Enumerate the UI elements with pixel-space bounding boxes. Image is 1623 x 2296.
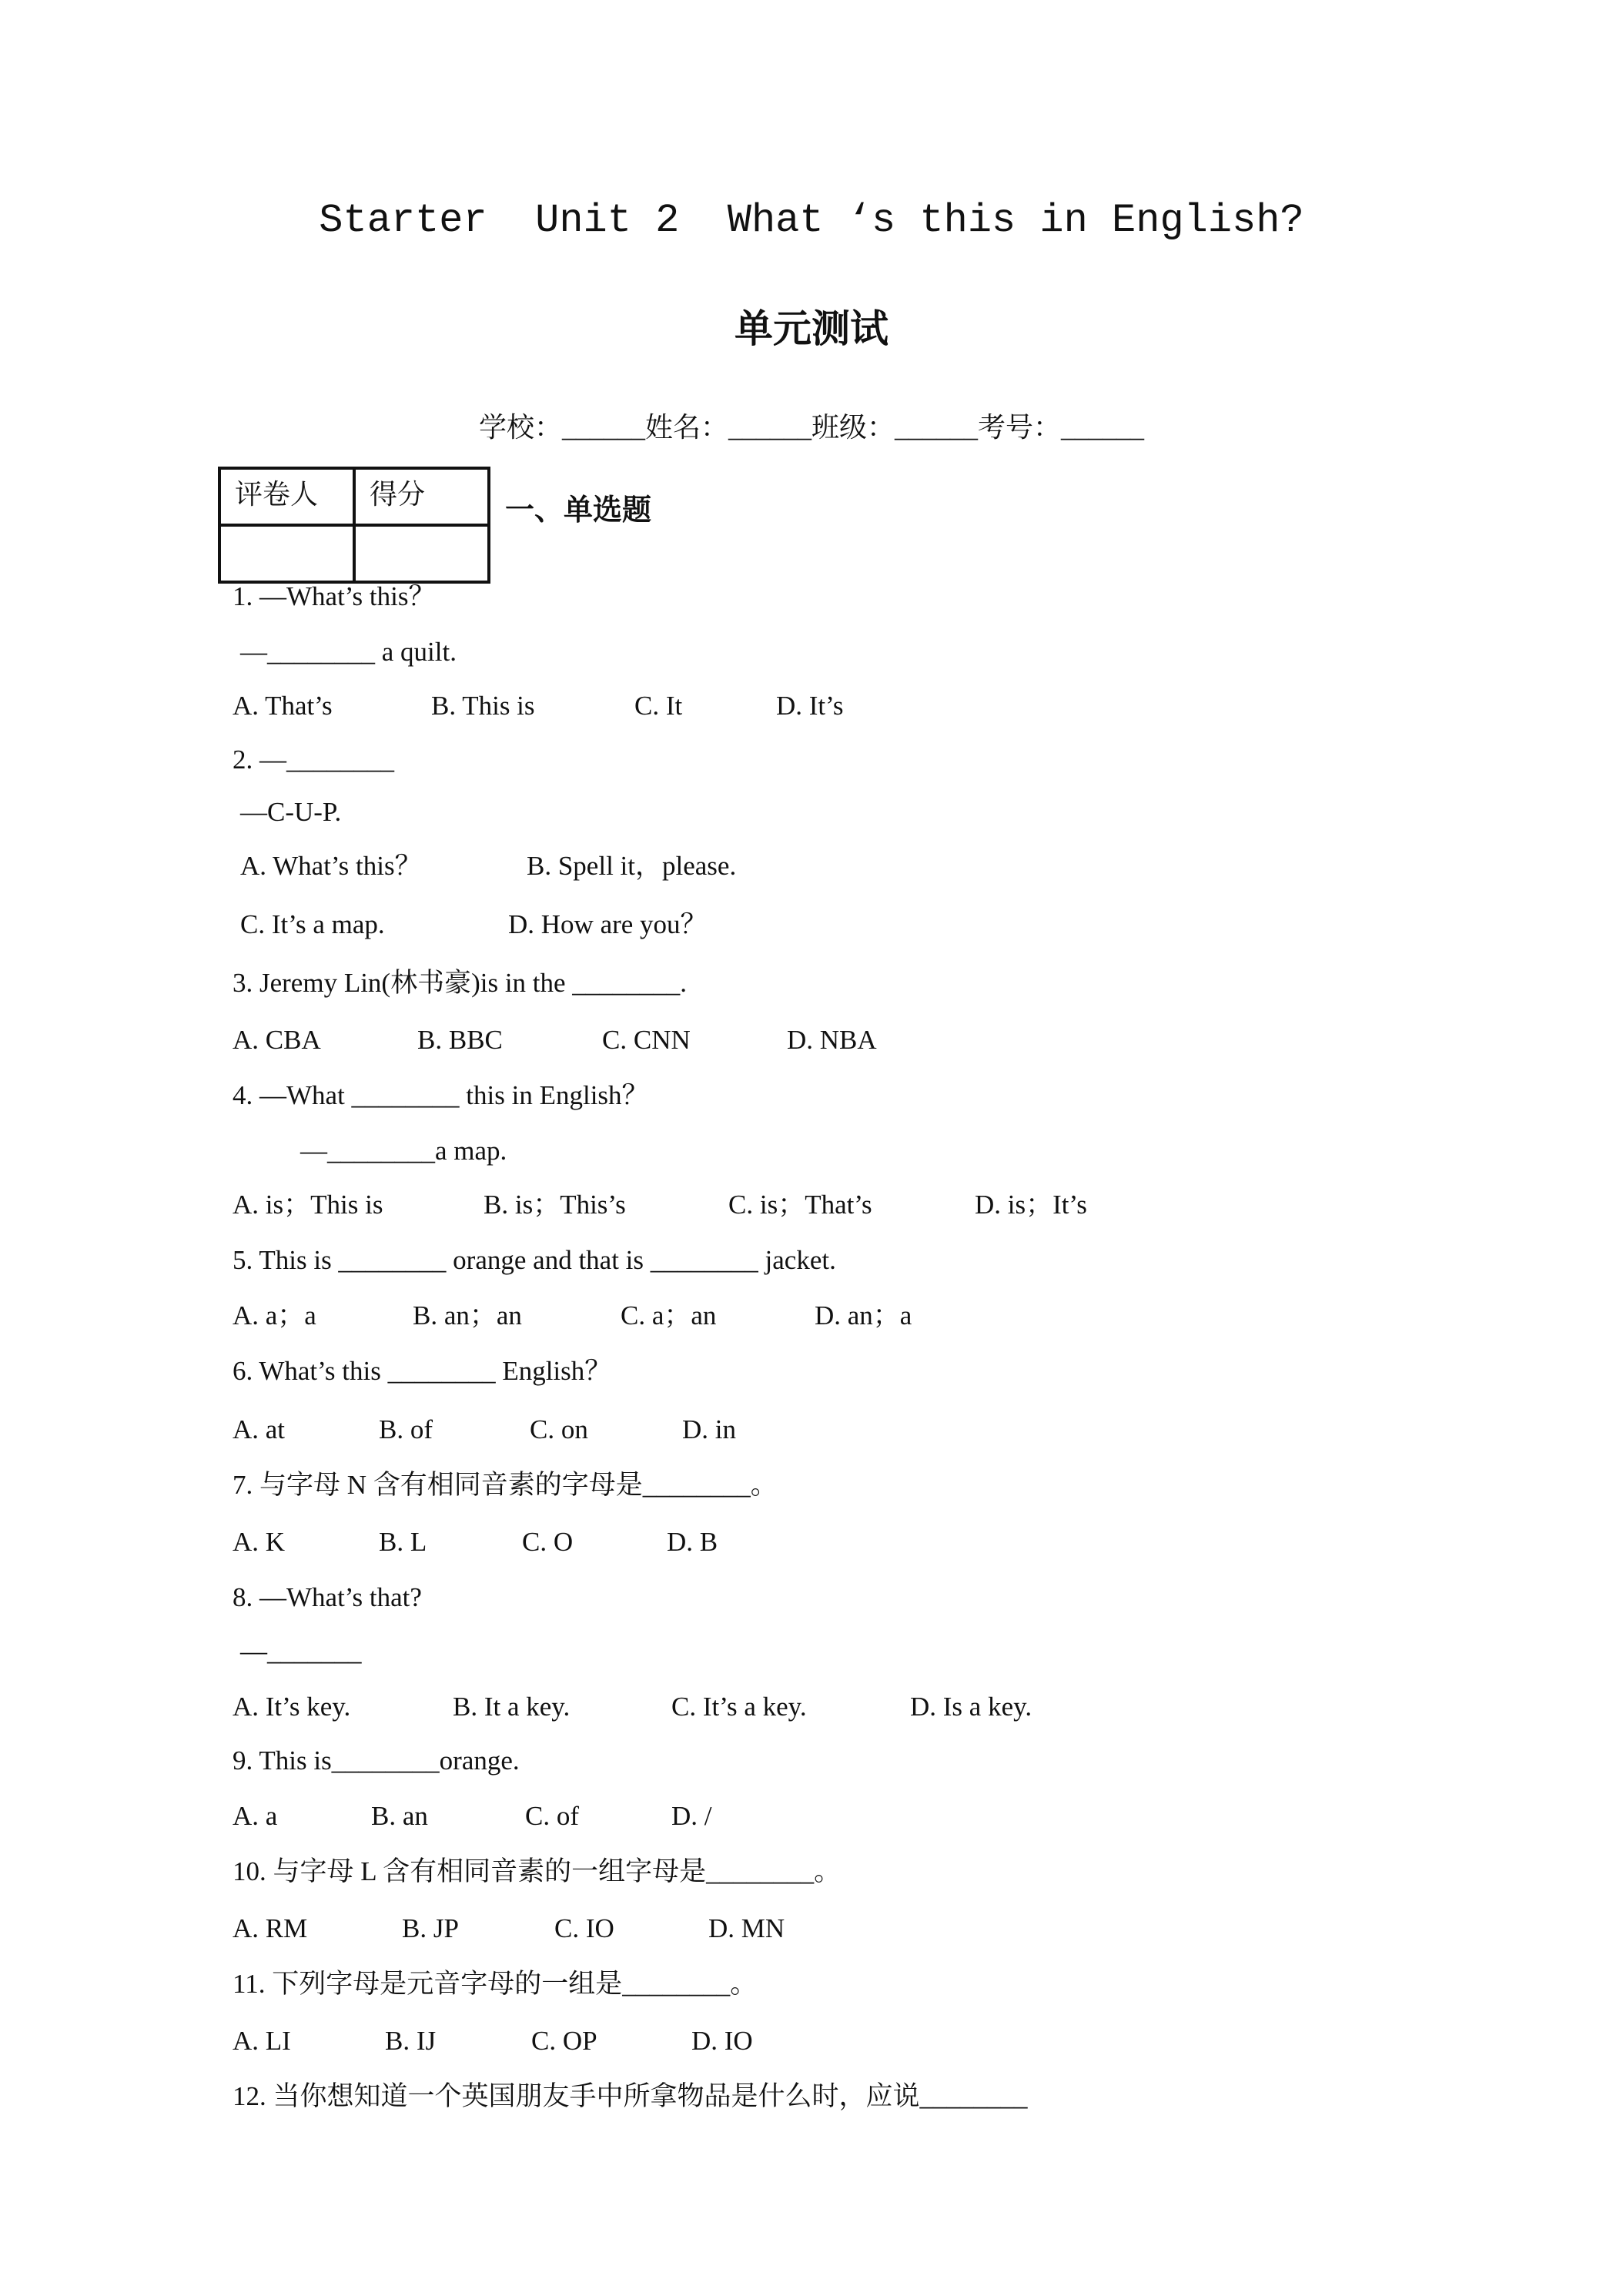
option-a: A. is；This is [233, 1190, 383, 1220]
option-b: B. an [371, 1801, 428, 1831]
option-b: B. is；This’s [484, 1190, 626, 1220]
score-header: 得分 [354, 468, 489, 525]
option-c: C. on [530, 1414, 588, 1444]
option-b: B. JP [402, 1913, 459, 1943]
option-b: B. L [379, 1527, 427, 1557]
question-2-options-row2 [240, 905, 708, 944]
question-2-stem: 2. —________ [233, 745, 394, 775]
option-a: A. K [233, 1527, 286, 1557]
question-8-stem: 8. —What’s that? [233, 1582, 422, 1612]
option-a: A. It’s key. [233, 1692, 351, 1722]
question-11-options [233, 2022, 753, 2060]
question-5-options [233, 1297, 912, 1335]
question-3-stem: 3. Jeremy Lin(林书豪)is in the ________. [233, 968, 688, 998]
option-d: D. It’s [776, 691, 844, 721]
option-a: A. a；a [233, 1300, 316, 1330]
question-3-options [233, 1021, 877, 1059]
option-d: D. / [671, 1801, 712, 1831]
question-1-line2: —________ a quilt. [240, 637, 457, 667]
question-8-line2: —_______ [240, 1636, 362, 1666]
question-9-options [233, 1797, 712, 1836]
option-c: C. OP [531, 2026, 597, 2056]
question-2-options-row1 [240, 847, 736, 885]
question-6-stem: 6. What’s this ________ English？ [233, 1356, 612, 1386]
option-b: B. IJ [385, 2026, 437, 2056]
option-b: B. an；an [413, 1300, 522, 1330]
student-info-line: 学校：______姓名：______班级：______考号：______ [478, 412, 1144, 443]
option-d: D. Is a key. [910, 1692, 1032, 1722]
option-d: D. IO [691, 2026, 753, 2056]
question-2-line2: —C-U-P. [240, 797, 342, 827]
option-c: C. It’s a key. [671, 1692, 807, 1722]
option-a: A. That’s [233, 691, 333, 721]
option-a: A. a [233, 1801, 278, 1831]
question-10-stem: 10. 与字母 L 含有相同音素的一组字母是________。 [233, 1856, 842, 1886]
question-1-options [233, 687, 844, 725]
score-cell [354, 525, 489, 582]
option-c: C. IO [554, 1913, 614, 1943]
option-d: D. in [682, 1414, 736, 1444]
question-5-stem: 5. This is ________ orange and that is ________ jacket. [233, 1245, 836, 1275]
section-heading: 一、单选题 [505, 493, 652, 527]
option-c: C. It’s a map. [240, 909, 385, 939]
option-b: B. of [379, 1414, 433, 1444]
grader-cell [219, 525, 354, 582]
option-c: C. of [525, 1801, 579, 1831]
question-9-stem: 9. This is________orange. [233, 1745, 520, 1776]
question-1-stem: 1. —What’s this？ [233, 581, 436, 611]
option-a: A. What’s this？ [240, 851, 422, 881]
option-d: D. NBA [787, 1025, 877, 1055]
option-d: D. B [667, 1527, 718, 1557]
option-d: D. an；a [815, 1300, 912, 1330]
question-11-stem: 11. 下列字母是元音字母的一组是________。 [233, 1969, 758, 1999]
question-4-options [233, 1186, 1087, 1224]
page-subtitle: 单元测试 [735, 306, 888, 351]
question-8-options [233, 1688, 1032, 1726]
option-a: A. CBA [233, 1025, 321, 1055]
question-6-options [233, 1411, 736, 1449]
question-4-line2: —________a map. [300, 1136, 507, 1166]
question-7-stem: 7. 与字母 N 含有相同音素的字母是________。 [233, 1470, 778, 1500]
option-a: A. LI [233, 2026, 291, 2056]
option-c: C. CNN [602, 1025, 691, 1055]
option-b: B. It a key. [453, 1692, 571, 1722]
question-4-stem: 4. —What ________ this in English？ [233, 1080, 649, 1110]
option-c: C. a；an [621, 1300, 717, 1330]
option-c: C. O [522, 1527, 574, 1557]
option-d: D. How are you？ [508, 909, 708, 939]
option-b: B. BBC [417, 1025, 503, 1055]
question-12-stem: 12. 当你想知道一个英国朋友手中所拿物品是什么时，应说________ [233, 2081, 1028, 2111]
option-a: A. RM [233, 1913, 308, 1943]
option-c: C. is；That’s [728, 1190, 872, 1220]
option-d: D. is；It’s [975, 1190, 1087, 1220]
question-7-options [233, 1523, 718, 1561]
score-table [218, 467, 490, 584]
grader-header: 评卷人 [219, 468, 354, 525]
option-b: B. Spell it，please. [527, 851, 737, 881]
page-title: Starter Unit 2 What ‘s this in English? [319, 198, 1304, 243]
option-a: A. at [233, 1414, 286, 1444]
option-c: C. It [634, 691, 683, 721]
option-d: D. MN [708, 1913, 785, 1943]
question-10-options [233, 1909, 785, 1948]
option-b: B. This is [431, 691, 535, 721]
